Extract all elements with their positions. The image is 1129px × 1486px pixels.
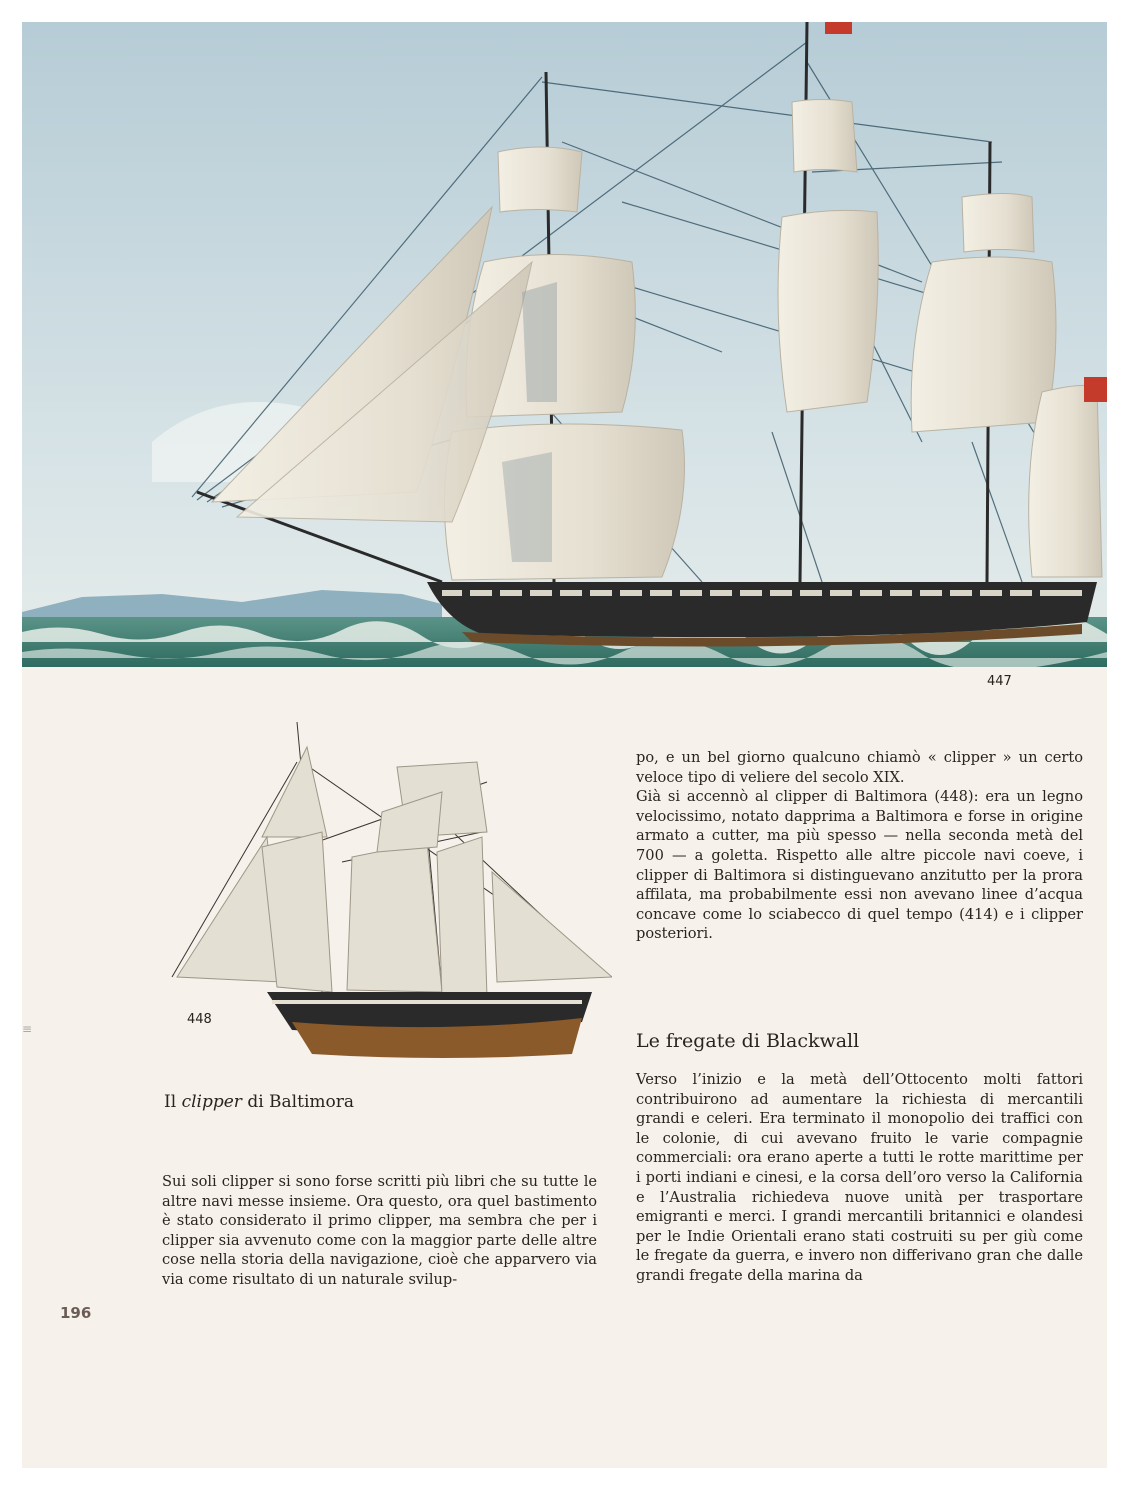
right-column-top-text [636, 748, 1083, 944]
right-column-bottom-text [636, 1070, 1083, 1286]
figure-number-448: 448 [187, 1012, 212, 1027]
caption-italic: clipper [181, 1092, 242, 1112]
baltimore-clipper-illustration [142, 722, 612, 1062]
caption-prefix: Il [164, 1092, 182, 1112]
figure-number-447: 447 [987, 674, 1012, 689]
figure-caption [164, 1092, 354, 1112]
paragraph-blackwall: Verso l’inizio e la metà dell’Ottocento molti fattori contribuirono ad aumentare la richiesta di mercantili grandi e celeri. Era terminato il monopolio dei traffici con le colonie, di cui avevano fruito le varie compagnie commerciali: ora erano aperte a tutti le rotte marittime per i porti indiani e cinesi, e la corsa dell’oro verso la California e l’Australia richiedeva nuove unità per trasportare emigranti e merci. I grandi mercantili britannici e olandesi per le Indie Orientali erano stati costruiti su per giù come le fregate da guerra, e invero non differivano gran che dalle grandi fregate della marina da [636, 1071, 1083, 1284]
paragraph-continuation: po, e un bel giorno qualcuno chiamò « clipper » un certo veloce tipo di veliere del secolo XIX. [636, 749, 1083, 786]
frigate-illustration [22, 22, 1107, 667]
margin-mark: ≡ [22, 1022, 33, 1036]
page-number: 196 [60, 1304, 92, 1322]
left-column-text [162, 1172, 597, 1290]
paragraph-clipper-intro: Sui soli clipper si sono forse scritti più libri che su tutte le altre navi messe insieme. Ora questo, ora quel bastimento è stato considerato il primo clipper, ma sembra che per i clipper sia avvenuto come con la maggior parte delle altre cose nella storia della navigazione, cioè che apparvero via via come risultato di un naturale svilup- [162, 1173, 597, 1288]
book-page [22, 22, 1107, 1468]
paragraph-baltimore: Già si accennò al clipper di Baltimora (448): era un legno velocissimo, notato dapprima a Baltimora e forse in origine armato a cutter, ma più spesso — nella seconda metà del 700 — a goletta. Rispetto alle altre piccole navi coeve, i clipper di Baltimora si distinguevano anzitutto per la prora affilata, ma probabilmente essi non avevano linee d’acqua concave come lo sciabecco di quel tempo (414) e i clipper posteriori. [636, 788, 1083, 943]
caption-suffix: di Baltimora [241, 1092, 354, 1112]
section-heading: Le fregate di Blackwall [636, 1030, 860, 1052]
